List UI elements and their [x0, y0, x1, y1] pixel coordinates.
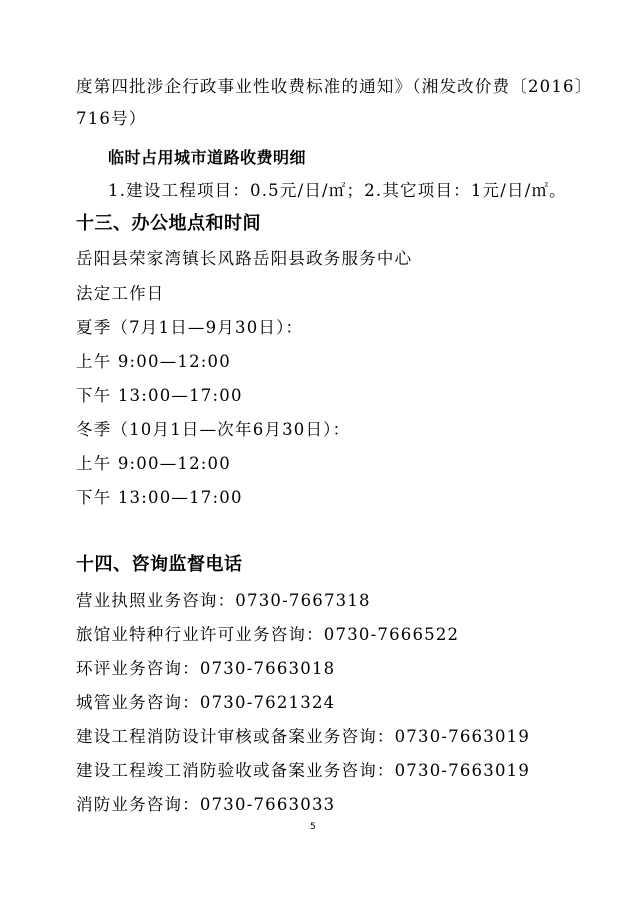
- section-13-line: 冬季（10月1日—次年6月30日）：: [76, 420, 351, 439]
- body-text-line: 716号）: [76, 109, 147, 128]
- fee-section-title: 临时占用城市道路收费明细: [108, 148, 307, 167]
- section-14-line: 城管业务咨询：0730-7621324: [76, 693, 336, 712]
- section-13-line: 下午 13:00—17:00: [76, 386, 243, 405]
- section-13-line: 上午 9:00—12:00: [76, 454, 231, 473]
- fee-detail-line: 1.建设工程项目：0.5元/日/㎡；2.其它项目：1元/日/㎡。: [108, 181, 567, 200]
- section-14-line: 环评业务咨询：0730-7663018: [76, 659, 336, 678]
- section-14-line: 旅馆业特种行业许可业务咨询：0730-7666522: [76, 625, 460, 644]
- section-13-line: 夏季（7月1日—9月30日）：: [76, 318, 304, 337]
- section-14-line: 营业执照业务咨询：0730-7667318: [76, 591, 371, 610]
- section-13-line: 岳阳县荣家湾镇长风路岳阳县政务服务中心: [76, 249, 413, 268]
- section-14-line: 建设工程消防设计审核或备案业务咨询：0730-7663019: [76, 727, 531, 746]
- section-14-line: 消防业务咨询：0730-7663033: [76, 795, 336, 814]
- body-text-line: 度第四批涉企行政事业性收费标准的通知》（湘发改价费〔2016〕: [76, 77, 593, 96]
- section-13-heading: 十三、办公地点和时间: [76, 213, 261, 234]
- section-14-heading: 十四、咨询监督电话: [76, 554, 243, 575]
- section-13-line: 法定工作日: [76, 284, 165, 303]
- section-13-line: 下午 13:00—17:00: [76, 488, 243, 507]
- page-number: 5: [310, 822, 316, 832]
- section-14-line: 建设工程竣工消防验收或备案业务咨询：0730-7663019: [76, 761, 531, 780]
- section-13-line: 上午 9:00—12:00: [76, 352, 231, 371]
